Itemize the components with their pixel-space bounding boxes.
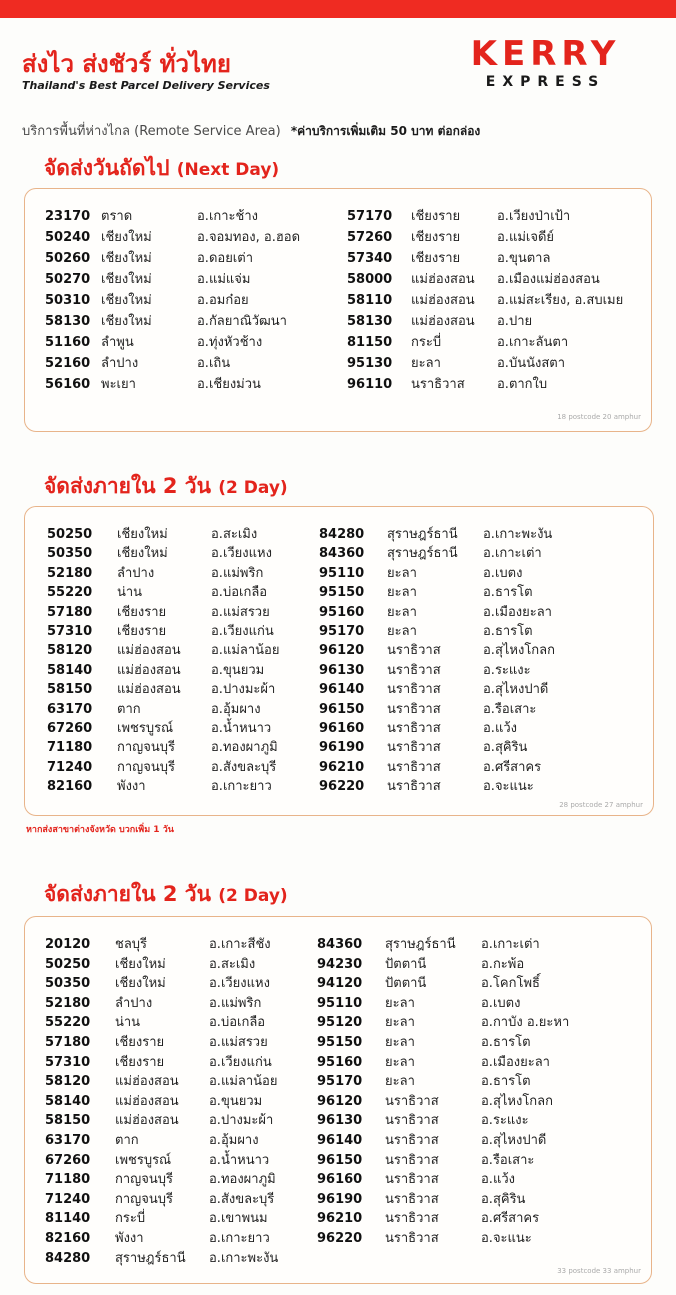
amphur: อ.เกาะพะงัน <box>483 527 553 542</box>
section-title-th: จัดส่งภายใน 2 วัน <box>44 882 211 906</box>
logo-wordmark: KERRY <box>470 34 621 74</box>
amphur: อ.เขาพนม <box>209 1211 268 1227</box>
province: แม่ฮ่องสอน <box>117 662 181 678</box>
province: ยะลา <box>411 356 441 371</box>
amphur: อ.สุคิริน <box>483 740 528 756</box>
province: แม่ฮ่องสอน <box>117 643 181 659</box>
postcode: 71240 <box>45 1191 91 1207</box>
province: นราธิวาส <box>385 1152 439 1168</box>
postcode: 50250 <box>47 527 93 542</box>
province: นราธิวาส <box>387 779 441 795</box>
amphur: อ.เวียงแหง <box>209 976 270 992</box>
province: พะเยา <box>101 377 136 392</box>
amphur: อ.ทองผาภูมิ <box>211 740 278 756</box>
amphur: อ.สุไหงปาดี <box>481 1133 547 1148</box>
amphur: อ.แว้ง <box>481 1172 515 1188</box>
province: เชียงราย <box>115 1054 165 1070</box>
amphur: อ.โคกโพธิ์ <box>481 976 540 992</box>
amphur: อ.บันนังสตา <box>497 356 565 371</box>
postcode: 95150 <box>319 585 365 601</box>
postcode: 50240 <box>45 230 91 245</box>
postcode: 95150 <box>317 1035 363 1050</box>
province: ยะลา <box>387 565 417 581</box>
province: เชียงใหม่ <box>115 956 166 972</box>
amphur: อ.เกาะลันตา <box>497 335 569 350</box>
amphur: อ.ขุนยวม <box>211 662 265 678</box>
province: ยะลา <box>387 624 417 639</box>
postcode: 96120 <box>317 1093 363 1109</box>
amphur: อ.เกาะพะงัน <box>209 1250 279 1266</box>
amphur: อ.แม่พริก <box>209 995 262 1011</box>
province: เชียงราย <box>411 230 461 245</box>
postcode: 84280 <box>45 1250 91 1266</box>
postcode: 96140 <box>319 682 365 698</box>
amphur: อ.สะเมิง <box>209 956 256 972</box>
postcode: 55220 <box>45 1015 91 1031</box>
province: เชียงใหม่ <box>101 272 152 287</box>
amphur: อ.สะเมิง <box>211 527 258 542</box>
amphur: อ.เกาะยาว <box>211 779 272 795</box>
count-label: 33 postcode 33 amphur <box>557 1267 641 1275</box>
province: ปัตตานี <box>385 976 427 992</box>
province: น่าน <box>115 1015 141 1031</box>
postcode: 67260 <box>45 1152 91 1168</box>
postcode: 96150 <box>319 701 365 717</box>
amphur: อ.สุคิริน <box>481 1191 526 1207</box>
postcode: 58130 <box>45 314 91 329</box>
amphur: อ.แม่สะเรียง, อ.สบเมย <box>497 293 624 308</box>
amphur: อ.ตากใบ <box>497 377 548 392</box>
postcode: 81140 <box>45 1211 91 1227</box>
amphur: อ.ขุนยวม <box>209 1093 263 1109</box>
amphur: อ.แม่ลาน้อย <box>211 643 280 659</box>
amphur: อ.สุไหงปาดี <box>483 682 549 698</box>
postcode: 63170 <box>45 1133 91 1148</box>
amphur: อ.เถิน <box>197 356 231 371</box>
province: นราธิวาส <box>411 377 465 392</box>
postcode: 95130 <box>347 356 393 371</box>
province: สุราษฎร์ธานี <box>385 937 456 952</box>
postcode: 95160 <box>317 1054 363 1070</box>
amphur: อ.สังขละบุรี <box>211 759 277 775</box>
postcode: 96220 <box>317 1231 363 1246</box>
postcode: 50250 <box>45 956 91 972</box>
top-red-bar <box>0 0 676 18</box>
postcode: 50270 <box>45 272 91 287</box>
province: นราธิวาส <box>385 1113 439 1129</box>
amphur: อ.เกาะสีชัง <box>209 937 271 952</box>
amphur: อ.ธารโต <box>483 585 533 601</box>
postcode: 58000 <box>347 272 393 287</box>
postcode: 52180 <box>47 565 93 581</box>
slogan: ส่งไว ส่งชัวร์ ทั่วไทย <box>22 50 231 78</box>
province: เพชรบูรณ์ <box>117 721 174 736</box>
amphur: อ.เกาะเต่า <box>481 937 540 952</box>
amphur: อ.แม่พริก <box>211 565 264 581</box>
amphur: อ.แม่ลาน้อย <box>209 1074 278 1090</box>
postcode: 82160 <box>45 1231 91 1246</box>
province: ยะลา <box>385 1015 415 1031</box>
province: แม่ฮ่องสอน <box>115 1093 179 1109</box>
postcode: 95110 <box>317 995 363 1011</box>
province: สุราษฎร์ธานี <box>387 527 458 542</box>
province: ลำพูน <box>101 335 134 350</box>
province: นราธิวาส <box>385 1211 439 1227</box>
amphur: อ.เกาะเต่า <box>483 546 542 562</box>
postcode: 58120 <box>45 1074 91 1090</box>
province: ตาก <box>117 701 141 717</box>
kerry-express-logo <box>438 34 653 94</box>
province: เพชรบูรณ์ <box>115 1152 172 1168</box>
amphur: อ.เวียงแก่น <box>211 624 274 639</box>
province: ยะลา <box>385 995 415 1011</box>
amphur: อ.เวียงแก่น <box>209 1054 272 1070</box>
postcode: 58150 <box>45 1113 91 1129</box>
remote-area-line <box>22 120 480 141</box>
amphur: อ.แม่สรวย <box>211 604 270 620</box>
postcode: 96220 <box>319 779 365 795</box>
postcode: 57180 <box>45 1035 91 1050</box>
province: ชลบุรี <box>115 937 148 952</box>
postcode: 50350 <box>47 546 93 562</box>
amphur: อ.ธารโต <box>481 1035 531 1050</box>
postcode: 57310 <box>47 624 93 639</box>
amphur: อ.กะพ้อ <box>481 956 525 972</box>
section-title-2day-b <box>44 878 288 911</box>
postcode: 50310 <box>45 293 91 308</box>
postcode: 57340 <box>347 251 393 266</box>
province: เชียงใหม่ <box>117 527 168 542</box>
province: แม่ฮ่องสอน <box>115 1074 179 1090</box>
postcode: 57170 <box>347 209 393 224</box>
amphur: อ.แว้ง <box>483 721 517 736</box>
province: ยะลา <box>387 604 417 620</box>
province: เชียงราย <box>117 624 167 639</box>
province: สุราษฎร์ธานี <box>387 546 458 562</box>
province: นราธิวาส <box>387 740 441 756</box>
postcode: 52160 <box>45 356 91 371</box>
postcode: 58130 <box>347 314 393 329</box>
amphur: อ.สุไหงโกลก <box>483 643 556 659</box>
section-title-en: (2 Day) <box>218 478 288 498</box>
province: ลำปาง <box>115 995 153 1011</box>
postcode: 96130 <box>319 662 365 678</box>
province: กาญจนบุรี <box>117 740 175 756</box>
amphur: อ.แม่สรวย <box>209 1035 268 1050</box>
postcode: 84280 <box>319 527 365 542</box>
province: แม่ฮ่องสอน <box>411 293 475 308</box>
province: กระบี่ <box>411 335 442 350</box>
amphur: อ.เบตง <box>481 995 521 1011</box>
amphur: อ.น้ำหนาว <box>211 721 272 736</box>
section-title-2day <box>44 470 288 503</box>
amphur: อ.อุ้มผาง <box>209 1133 259 1148</box>
amphur: อ.น้ำหนาว <box>209 1152 270 1168</box>
amphur: อ.ปาย <box>497 314 533 329</box>
amphur: อ.เกาะยาว <box>209 1231 270 1246</box>
postcode: 67260 <box>47 721 93 736</box>
section-title-en: (Next Day) <box>176 160 280 180</box>
postcode: 81150 <box>347 335 393 350</box>
postcode: 96110 <box>347 377 393 392</box>
postcode: 95170 <box>319 624 365 639</box>
postcode: 71240 <box>47 759 93 775</box>
amphur: อ.เมืองแม่ฮ่องสอน <box>497 272 600 287</box>
postcode: 58140 <box>45 1093 91 1109</box>
branch-note: หากส่งสาขาต่างจังหวัด บวกเพิ่ม 1 วัน <box>26 825 174 835</box>
section-title-th: จัดส่งภายใน 2 วัน <box>44 474 211 498</box>
surcharge-note: *ค่าบริการเพิ่มเติม 50 บาท ต่อกล่อง <box>290 124 481 138</box>
postcode: 84360 <box>317 937 363 952</box>
two-day-table-a <box>24 506 654 816</box>
postcode: 96130 <box>317 1113 363 1129</box>
postcode: 95110 <box>319 565 365 581</box>
postcode: 96160 <box>317 1172 363 1188</box>
postcode: 96190 <box>317 1191 363 1207</box>
province: แม่ฮ่องสอน <box>115 1113 179 1129</box>
amphur: อ.ดอยเต่า <box>197 251 253 266</box>
province: สุราษฎร์ธานี <box>115 1250 186 1266</box>
province: นราธิวาส <box>385 1093 439 1109</box>
postcode: 95160 <box>319 604 365 620</box>
postcode: 23170 <box>45 209 91 224</box>
province: ตาก <box>115 1133 139 1148</box>
province: เชียงใหม่ <box>101 230 152 245</box>
amphur: อ.เมืองยะลา <box>481 1054 550 1070</box>
province: ยะลา <box>385 1035 415 1050</box>
province: เชียงราย <box>115 1035 165 1050</box>
postcode: 95120 <box>317 1015 363 1031</box>
province: พังงา <box>117 779 146 795</box>
province: กระบี่ <box>115 1211 146 1227</box>
postcode: 50260 <box>45 251 91 266</box>
province: พังงา <box>115 1231 144 1246</box>
postcode: 95170 <box>317 1074 363 1090</box>
postcode: 51160 <box>45 335 91 350</box>
section-title-en: (2 Day) <box>218 886 288 906</box>
amphur: อ.อุ้มผาง <box>211 701 261 717</box>
amphur: อ.ธารโต <box>481 1074 531 1090</box>
postcode: 56160 <box>45 377 91 392</box>
province: นราธิวาส <box>387 682 441 698</box>
postcode: 58150 <box>47 682 93 698</box>
province: กาญจนบุรี <box>115 1172 173 1188</box>
count-label: 28 postcode 27 amphur <box>559 801 643 809</box>
postcode: 58140 <box>47 662 93 678</box>
postcode: 71180 <box>47 740 93 756</box>
two-day-table-b <box>24 916 652 1284</box>
province: ยะลา <box>385 1054 415 1070</box>
province: นราธิวาส <box>387 701 441 717</box>
amphur: อ.ขุนตาล <box>497 251 551 266</box>
logo-subtext: EXPRESS <box>485 74 606 90</box>
section-title-th: จัดส่งวันถัดไป <box>44 156 170 180</box>
amphur: อ.ทองผาภูมิ <box>209 1172 276 1188</box>
amphur: อ.รือเสาะ <box>483 701 537 717</box>
postcode: 96190 <box>319 740 365 756</box>
postcode: 96210 <box>317 1211 363 1227</box>
province: เชียงราย <box>411 251 461 266</box>
amphur: อ.เกาะช้าง <box>197 209 259 224</box>
amphur: อ.เวียงป่าเป้า <box>497 209 571 224</box>
amphur: อ.แม่เจดีย์ <box>497 230 555 245</box>
amphur: อ.ธารโต <box>483 624 533 639</box>
province: กาญจนบุรี <box>115 1191 173 1207</box>
postcode: 96120 <box>319 643 365 659</box>
postcode: 57260 <box>347 230 393 245</box>
province: น่าน <box>117 585 143 601</box>
amphur: อ.อมก๋อย <box>197 293 249 308</box>
amphur: อ.สุไหงโกลก <box>481 1093 554 1109</box>
amphur: อ.กาบัง อ.ยะหา <box>481 1015 570 1031</box>
postcode: 52180 <box>45 995 91 1011</box>
province: กาญจนบุรี <box>117 759 175 775</box>
postcode: 96160 <box>319 721 365 736</box>
amphur: อ.ระแงะ <box>483 662 531 678</box>
province: นราธิวาส <box>385 1133 439 1148</box>
province: เชียงใหม่ <box>117 546 168 562</box>
amphur: อ.เมืองยะลา <box>483 604 552 620</box>
province: ลำปาง <box>117 565 155 581</box>
amphur: อ.จะแนะ <box>483 779 534 795</box>
amphur: อ.จอมทอง, อ.ฮอด <box>197 230 301 245</box>
amphur: อ.สังขละบุรี <box>209 1191 275 1207</box>
province: นราธิวาส <box>387 662 441 678</box>
province: เชียงราย <box>117 604 167 620</box>
amphur: อ.กัลยาณิวัฒนา <box>197 314 287 329</box>
postcode: 63170 <box>47 701 93 717</box>
amphur: อ.รือเสาะ <box>481 1152 535 1168</box>
province: นราธิวาส <box>387 759 441 775</box>
province: เชียงราย <box>411 209 461 224</box>
postcode: 71180 <box>45 1172 91 1188</box>
postcode: 50350 <box>45 976 91 992</box>
amphur: อ.แม่แจ่ม <box>197 272 251 287</box>
province: นราธิวาส <box>385 1231 439 1246</box>
count-label: 18 postcode 20 amphur <box>557 413 641 421</box>
postcode: 82160 <box>47 779 93 795</box>
postcode: 96210 <box>319 759 365 775</box>
postcode: 58110 <box>347 293 393 308</box>
remote-area-label: บริการพื้นที่ห่างไกล (Remote Service Area) <box>22 124 281 139</box>
province: นราธิวาส <box>385 1191 439 1207</box>
amphur: อ.ปางมะผ้า <box>211 682 276 698</box>
province: ตราด <box>101 209 133 224</box>
amphur: อ.เวียงแหง <box>211 546 272 562</box>
postcode: 96150 <box>317 1152 363 1168</box>
postcode: 20120 <box>45 937 91 952</box>
postcode: 57310 <box>45 1054 91 1070</box>
province: ยะลา <box>385 1074 415 1090</box>
postcode: 57180 <box>47 604 93 620</box>
province: เชียงใหม่ <box>101 293 152 308</box>
province: แม่ฮ่องสอน <box>411 272 475 287</box>
postcode: 96140 <box>317 1133 363 1148</box>
province: แม่ฮ่องสอน <box>411 314 475 329</box>
province: แม่ฮ่องสอน <box>117 682 181 698</box>
postcode: 58120 <box>47 643 93 659</box>
postcode: 84360 <box>319 546 365 562</box>
postcode: 94120 <box>317 976 363 992</box>
amphur: อ.เชียงม่วน <box>197 377 261 392</box>
amphur: อ.ปางมะผ้า <box>209 1113 274 1129</box>
amphur: อ.ระแงะ <box>481 1113 529 1129</box>
province: เชียงใหม่ <box>101 251 152 266</box>
postcode: 55220 <box>47 585 93 601</box>
province: เชียงใหม่ <box>101 314 152 329</box>
amphur: อ.ทุ่งหัวช้าง <box>197 335 263 350</box>
tagline: Thailand's Best Parcel Delivery Services <box>22 79 270 92</box>
amphur: อ.จะแนะ <box>481 1231 532 1246</box>
province: เชียงใหม่ <box>115 976 166 992</box>
amphur: อ.บ่อเกลือ <box>211 585 268 601</box>
province: นราธิวาส <box>387 643 441 659</box>
amphur: อ.ศรีสาคร <box>481 1211 540 1227</box>
amphur: อ.บ่อเกลือ <box>209 1015 266 1031</box>
province: นราธิวาส <box>385 1172 439 1188</box>
section-title-next-day <box>44 152 279 185</box>
amphur: อ.เบตง <box>483 565 523 581</box>
province: ยะลา <box>387 585 417 601</box>
province: ปัตตานี <box>385 956 427 972</box>
postcode: 94230 <box>317 956 363 972</box>
province: ลำปาง <box>101 356 139 371</box>
next-day-table <box>24 188 652 432</box>
amphur: อ.ศรีสาคร <box>483 759 542 775</box>
province: นราธิวาส <box>387 721 441 736</box>
